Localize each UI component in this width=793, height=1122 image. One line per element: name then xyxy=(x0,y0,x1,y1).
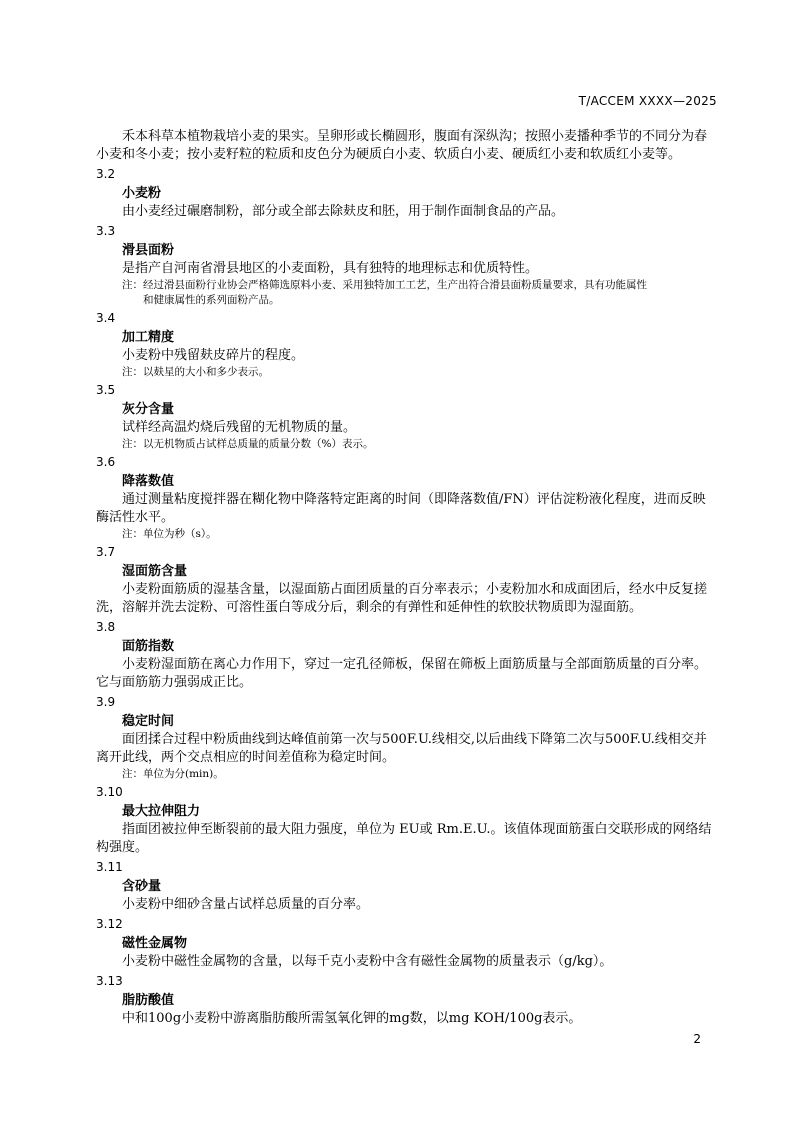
section-number: 3.5 xyxy=(96,383,116,397)
term-heading: 小麦粉 xyxy=(122,186,162,201)
term-note: 注：以无机物质占试样总质量的质量分数（%）表示。 xyxy=(122,438,374,450)
section-number: 3.3 xyxy=(96,224,116,238)
section-number: 3.8 xyxy=(96,620,116,634)
term-note: 注：以麸星的大小和多少表示。 xyxy=(122,366,269,378)
term-heading: 湿面筋含量 xyxy=(122,564,188,579)
intro-paragraph: 禾本科草本植物栽培小麦的果实。呈卵形或长椭圆形，腹面有深纵沟；按照小麦播种季节的不同分为春小麦和冬小麦；按小麦籽粒的粒质和皮色分为硬质白小麦、软质白小麦、硬质红小麦和软质红小麦等。 xyxy=(96,129,708,162)
note-label: 注： xyxy=(122,279,143,291)
term-heading: 灰分含量 xyxy=(122,402,175,417)
document-body xyxy=(96,128,718,1028)
term-definition: 通过测量粘度搅拌器在糊化物中降落特定距离的时间（即降落数值/FN）评估淀粉液化程度，进而反映酶活性水平。 xyxy=(96,492,706,525)
term-definition: 由小麦经过碾磨制粉，部分或全部去除麸皮和胚，用于制作面制食品的产品。 xyxy=(122,204,565,219)
note-text-continued: 和健康属性的系列面粉产品。 xyxy=(143,294,280,306)
section-number: 3.12 xyxy=(96,917,123,931)
term-definition: 中和100g小麦粉中游离脂肪酸所需氢氧化钾的mg数，以mg KOH/100g表示。 xyxy=(122,1011,582,1026)
standard-id: T/ACCEM XXXX—2025 xyxy=(578,94,717,108)
term-definition: 小麦粉面筋质的湿基含量，以湿面筋占面团质量的百分率表示；小麦粉加水和成面团后，经水中反复搓洗，溶解并洗去淀粉、可溶性蛋白等成分后，剩余的有弹性和延伸性的软胶状物质即为湿面筋。 xyxy=(96,582,708,615)
term-definition: 小麦粉中磁性金属物的含量，以每千克小麦粉中含有磁性金属物的质量表示（g/kg）。 xyxy=(122,954,613,969)
term-note: 注：单位为分(min)。 xyxy=(122,768,224,780)
section-number: 3.4 xyxy=(96,311,116,325)
section-number: 3.7 xyxy=(96,545,116,559)
note-text: 经过滑县面粉行业协会严格筛选原料小麦、采用独特加工工艺，生产出符合滑县面粉质量要求，具有功能属性 xyxy=(143,279,647,291)
term-heading: 磁性金属物 xyxy=(122,936,188,951)
term-definition: 是指产自河南省滑县地区的小麦面粉，具有独特的地理标志和优质特性。 xyxy=(122,261,539,276)
term-note xyxy=(96,278,718,308)
term-heading: 稳定时间 xyxy=(122,714,175,729)
term-heading: 滑县面粉 xyxy=(122,243,175,258)
term-definition: 小麦粉中残留麸皮碎片的程度。 xyxy=(122,348,305,363)
section-number: 3.13 xyxy=(96,974,123,988)
section-number: 3.6 xyxy=(96,455,116,469)
term-heading: 降落数值 xyxy=(122,474,175,489)
term-definition: 小麦粉中细砂含量占试样总质量的百分率。 xyxy=(122,897,370,912)
section-number: 3.9 xyxy=(96,695,116,709)
term-definition: 指面团被拉伸至断裂前的最大阻力强度，单位为 EU或 Rm.E.U.。该值体现面筋蛋白交联形成的网络结构强度。 xyxy=(96,822,712,855)
term-definition: 小麦粉湿面筋在离心力作用下，穿过一定孔径筛板，保留在筛板上面筋质量与全部面筋质量的百分率。它与面筋筋力强弱成正比。 xyxy=(96,657,708,690)
term-definition: 面团揉合过程中粉质曲线到达峰值前第一次与500F.U.线相交,以后曲线下降第二次与500F.U.线相交并离开此线，两个交点相应的时间差值称为稳定时间。 xyxy=(96,732,707,765)
section-number: 3.2 xyxy=(96,167,116,181)
page-number: 2 xyxy=(693,1032,701,1046)
term-heading: 脂肪酸值 xyxy=(122,993,175,1008)
term-heading: 最大拉伸阻力 xyxy=(122,804,201,819)
section-number: 3.10 xyxy=(96,785,123,799)
term-note: 注：单位为秒（s）。 xyxy=(122,528,217,540)
term-heading: 含砂量 xyxy=(122,879,162,894)
term-heading: 加工精度 xyxy=(122,330,175,345)
term-heading: 面筋指数 xyxy=(122,639,175,654)
term-definition: 试样经高温灼烧后残留的无机物质的量。 xyxy=(122,420,357,435)
section-number: 3.11 xyxy=(96,860,123,874)
